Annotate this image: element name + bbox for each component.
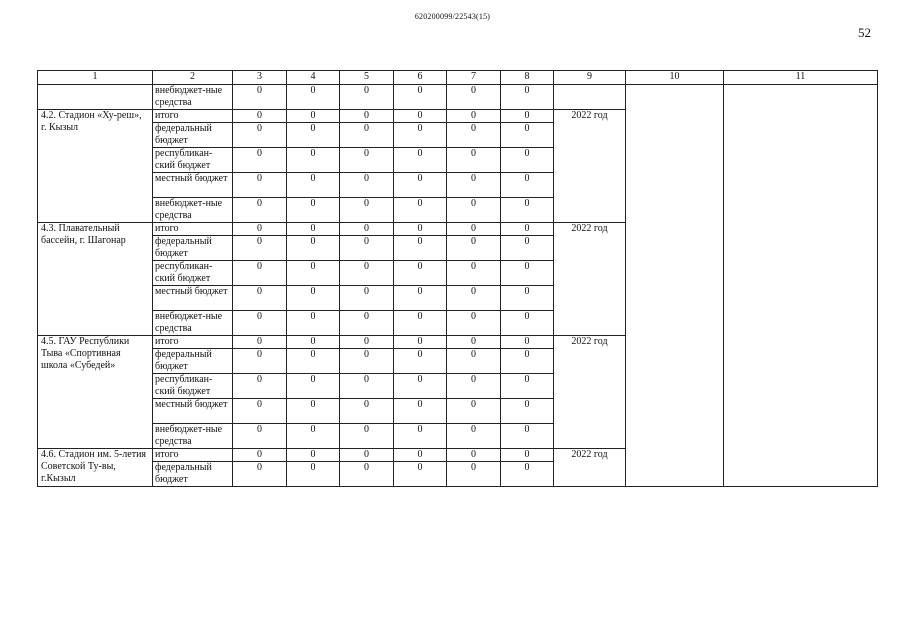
value-cell: 0: [501, 173, 554, 198]
object-name-cell: 4.6. Стадион им. 5-летия Советской Ту-вы, г.Кызыл: [38, 449, 153, 487]
column-10-cell: [626, 85, 724, 487]
column-header: 3: [233, 71, 287, 85]
funding-source-cell: внебюджет-ные средства: [153, 85, 233, 110]
value-cell: 0: [447, 286, 501, 311]
funding-source-cell: итого: [153, 449, 233, 462]
value-cell: 0: [447, 374, 501, 399]
value-cell: 0: [340, 148, 394, 173]
value-cell: 0: [287, 399, 340, 424]
value-cell: 0: [447, 462, 501, 487]
value-cell: 0: [340, 123, 394, 148]
value-cell: 0: [233, 261, 287, 286]
funding-source-cell: итого: [153, 336, 233, 349]
term-cell: 2022 год: [554, 110, 626, 223]
value-cell: 0: [501, 198, 554, 223]
object-name-cell: 4.2. Стадион «Ху-реш», г. Кызыл: [38, 110, 153, 223]
column-header: 4: [287, 71, 340, 85]
value-cell: 0: [233, 336, 287, 349]
value-cell: 0: [447, 223, 501, 236]
value-cell: 0: [340, 449, 394, 462]
value-cell: 0: [447, 424, 501, 449]
value-cell: 0: [340, 198, 394, 223]
value-cell: 0: [501, 349, 554, 374]
value-cell: 0: [233, 123, 287, 148]
value-cell: 0: [501, 311, 554, 336]
value-cell: 0: [394, 449, 447, 462]
value-cell: 0: [447, 336, 501, 349]
funding-source-cell: федеральный бюджет: [153, 236, 233, 261]
value-cell: 0: [447, 236, 501, 261]
value-cell: 0: [233, 148, 287, 173]
value-cell: 0: [394, 198, 447, 223]
value-cell: 0: [447, 399, 501, 424]
value-cell: 0: [233, 311, 287, 336]
column-header: 10: [626, 71, 724, 85]
value-cell: 0: [287, 424, 340, 449]
value-cell: 0: [501, 110, 554, 123]
value-cell: 0: [394, 286, 447, 311]
value-cell: 0: [340, 424, 394, 449]
column-11-cell: [724, 85, 878, 487]
value-cell: 0: [287, 336, 340, 349]
column-header: 11: [724, 71, 878, 85]
value-cell: 0: [394, 374, 447, 399]
funding-source-cell: республикан-ский бюджет: [153, 148, 233, 173]
page-number: 52: [858, 25, 871, 40]
table-body: [38, 71, 878, 487]
value-cell: 0: [340, 173, 394, 198]
object-name-cell: 4.3. Плавательный бассейн, г. Шагонар: [38, 223, 153, 336]
value-cell: 0: [394, 462, 447, 487]
value-cell: 0: [394, 123, 447, 148]
value-cell: 0: [340, 311, 394, 336]
value-cell: 0: [501, 85, 554, 110]
value-cell: 0: [287, 349, 340, 374]
column-header: 2: [153, 71, 233, 85]
column-header: 8: [501, 71, 554, 85]
value-cell: 0: [394, 148, 447, 173]
value-cell: 0: [340, 261, 394, 286]
value-cell: 0: [394, 336, 447, 349]
value-cell: 0: [394, 223, 447, 236]
value-cell: 0: [501, 148, 554, 173]
value-cell: 0: [233, 462, 287, 487]
value-cell: 0: [447, 123, 501, 148]
funding-source-cell: республикан-ский бюджет: [153, 374, 233, 399]
funding-source-cell: внебюджет-ные средства: [153, 311, 233, 336]
term-cell: [554, 85, 626, 110]
value-cell: 0: [394, 85, 447, 110]
header-row: [38, 71, 878, 85]
value-cell: 0: [340, 336, 394, 349]
funding-source-cell: федеральный бюджет: [153, 462, 233, 487]
value-cell: 0: [233, 223, 287, 236]
table-row: [38, 85, 878, 110]
value-cell: 0: [233, 286, 287, 311]
funding-source-cell: внебюджет-ные средства: [153, 424, 233, 449]
value-cell: 0: [287, 449, 340, 462]
value-cell: 0: [394, 173, 447, 198]
funding-source-cell: местный бюджет: [153, 173, 233, 198]
funding-source-cell: итого: [153, 223, 233, 236]
value-cell: 0: [447, 198, 501, 223]
value-cell: 0: [340, 286, 394, 311]
funding-source-cell: местный бюджет: [153, 399, 233, 424]
value-cell: 0: [287, 110, 340, 123]
funding-source-cell: местный бюджет: [153, 286, 233, 311]
value-cell: 0: [287, 123, 340, 148]
value-cell: 0: [287, 236, 340, 261]
value-cell: 0: [233, 198, 287, 223]
value-cell: 0: [233, 85, 287, 110]
value-cell: 0: [287, 198, 340, 223]
funding-source-cell: внебюджет-ные средства: [153, 198, 233, 223]
value-cell: 0: [501, 123, 554, 148]
value-cell: 0: [287, 261, 340, 286]
value-cell: 0: [394, 261, 447, 286]
column-header: 9: [554, 71, 626, 85]
value-cell: 0: [233, 173, 287, 198]
value-cell: 0: [501, 286, 554, 311]
value-cell: 0: [501, 462, 554, 487]
value-cell: 0: [340, 374, 394, 399]
value-cell: 0: [501, 223, 554, 236]
funding-source-cell: федеральный бюджет: [153, 349, 233, 374]
value-cell: 0: [340, 223, 394, 236]
object-name-cell: 4.5. ГАУ Республики Тыва «Спортивная школа «Субедей»: [38, 336, 153, 449]
value-cell: 0: [394, 236, 447, 261]
term-cell: 2022 год: [554, 449, 626, 487]
value-cell: 0: [501, 374, 554, 399]
column-header: 7: [447, 71, 501, 85]
value-cell: 0: [501, 336, 554, 349]
value-cell: 0: [447, 148, 501, 173]
column-header: 6: [394, 71, 447, 85]
value-cell: 0: [340, 349, 394, 374]
value-cell: 0: [501, 449, 554, 462]
funding-source-cell: итого: [153, 110, 233, 123]
value-cell: 0: [394, 349, 447, 374]
value-cell: 0: [501, 261, 554, 286]
value-cell: 0: [501, 399, 554, 424]
document-id: 620200099/22543(15): [414, 12, 491, 21]
value-cell: 0: [394, 311, 447, 336]
value-cell: 0: [340, 236, 394, 261]
value-cell: 0: [447, 311, 501, 336]
value-cell: 0: [287, 462, 340, 487]
value-cell: 0: [501, 236, 554, 261]
funding-table: [37, 70, 878, 487]
value-cell: 0: [287, 311, 340, 336]
value-cell: 0: [447, 261, 501, 286]
value-cell: 0: [447, 349, 501, 374]
value-cell: 0: [447, 110, 501, 123]
value-cell: 0: [340, 462, 394, 487]
value-cell: 0: [233, 374, 287, 399]
value-cell: 0: [394, 399, 447, 424]
value-cell: 0: [233, 399, 287, 424]
object-cell: [38, 85, 153, 110]
value-cell: 0: [447, 85, 501, 110]
value-cell: 0: [287, 148, 340, 173]
value-cell: 0: [287, 223, 340, 236]
value-cell: 0: [447, 449, 501, 462]
funding-source-cell: федеральный бюджет: [153, 123, 233, 148]
value-cell: 0: [340, 110, 394, 123]
term-cell: 2022 год: [554, 223, 626, 336]
value-cell: 0: [394, 110, 447, 123]
value-cell: 0: [233, 236, 287, 261]
term-cell: 2022 год: [554, 336, 626, 449]
value-cell: 0: [287, 286, 340, 311]
funding-source-cell: республикан-ский бюджет: [153, 261, 233, 286]
value-cell: 0: [233, 110, 287, 123]
value-cell: 0: [233, 449, 287, 462]
value-cell: 0: [340, 85, 394, 110]
value-cell: 0: [233, 424, 287, 449]
value-cell: 0: [394, 424, 447, 449]
value-cell: 0: [501, 424, 554, 449]
value-cell: 0: [233, 349, 287, 374]
column-header: 5: [340, 71, 394, 85]
column-header: 1: [38, 71, 153, 85]
value-cell: 0: [287, 173, 340, 198]
value-cell: 0: [287, 85, 340, 110]
value-cell: 0: [340, 399, 394, 424]
value-cell: 0: [287, 374, 340, 399]
value-cell: 0: [447, 173, 501, 198]
